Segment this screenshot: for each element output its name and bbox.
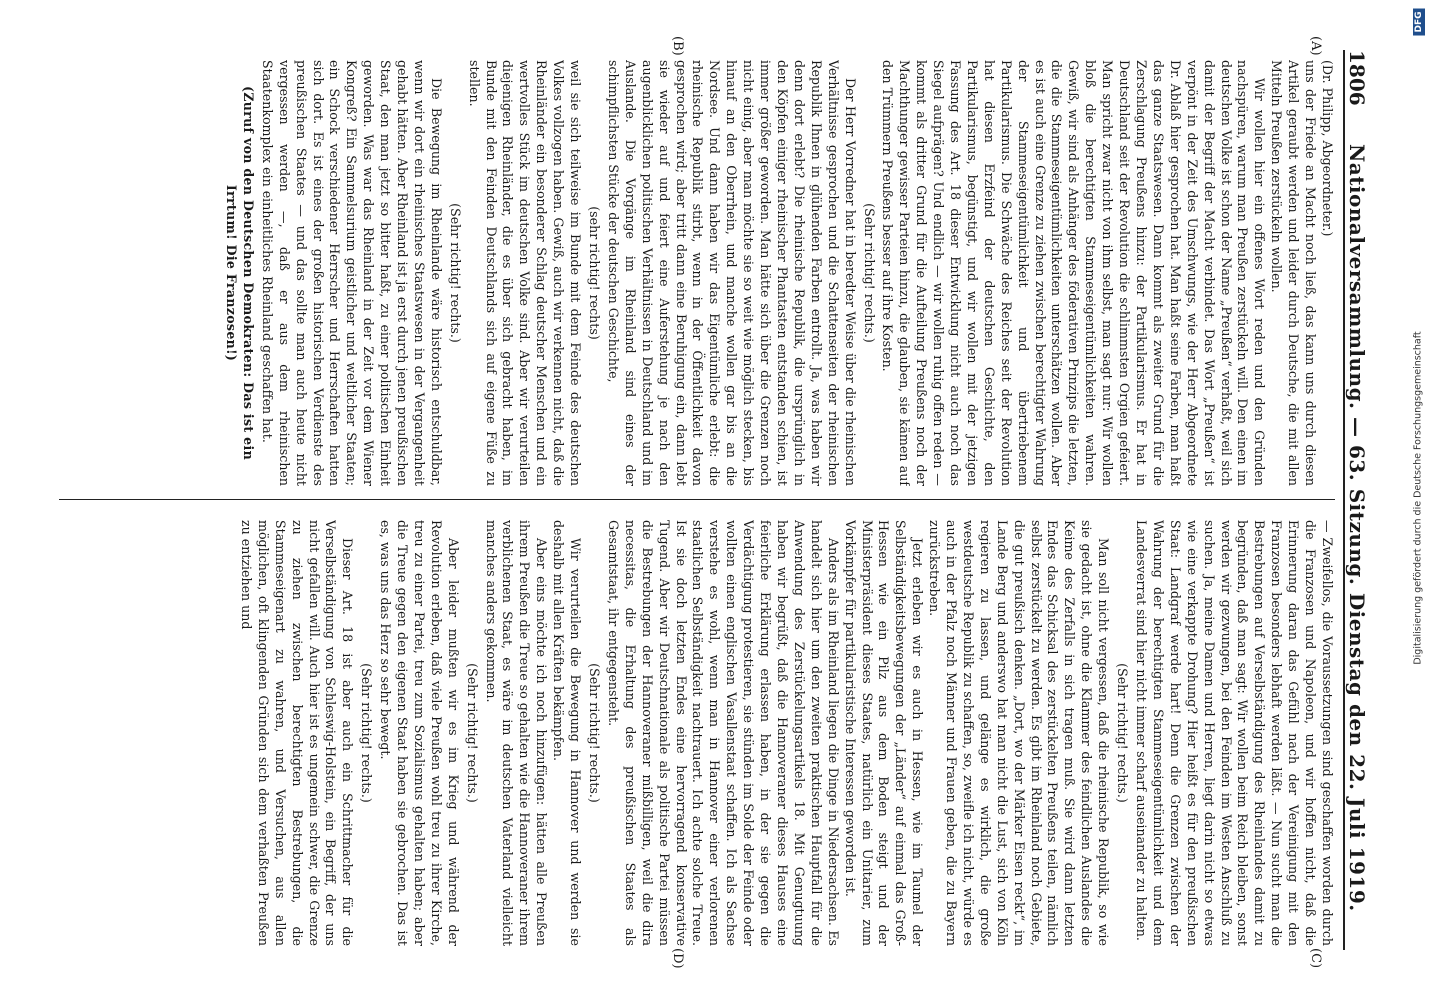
interjection: (Sehr richtig! rechts.) (359, 663, 375, 803)
interjection: (Sehr richtig! rechts.) (587, 663, 603, 803)
closing-interjection: (Zuruf von den Deutschen Demokraten: Das ist ein Irrtum! Die Franzosen!) (224, 85, 256, 461)
right-paragraph: Anders als im Rheinland liegen die Dinge in Niedersachsen. Es handelt sich hier um den zweiten praktischen Hauptfall für die Anwendung des Zerstückelungsartikels 18. Mit Genugtuung haben wir begrüßt, daß die Hannoveraner dieses Hauses eine feierliche Erklärung erlassen haben, in der sie gegen die Verdächtigung protestieren, sie stünden im Solde der Feinde oder wollten einen englischen Vasallenstaat schaffen. Ich als Sachse verstehe es wohl, wenn man in Hannover einer verlorenen staatlichen Selbständigkeit nachtrauert. Ich achte solche Treue. Ist sie doch letzten Endes eine hervorragend konservative Tugend. Aber wir Deutschnationale als politische Partei müssen die Bestrebungen der Hannoveraner mißbilligen, weil die dira necessitas, die Erhaltung des preußischen Staates als Gesamtstaat, ihr entgegensteht. (605, 520, 841, 946)
right-paragraph: Wir verurteilen die Bewegung in Hannover und werden sie deshalb mit allen Kräften bekämpfen. (551, 520, 584, 946)
dfg-logo-text: DFG (1413, 8, 1425, 35)
interjection: (Sehr richtig! rechts.) (861, 203, 877, 343)
right-column (59, 520, 1335, 946)
right-paragraph: Dieser Art. 18 ist aber auch ein Schrittmacher für die Verselbständigung von Schleswig-Holstein, ein Begriff, der uns nicht gefallen will. Auch hier ist es ungemein schwer, die Grenze zu ziehen zwischen berechtigten Bestrebungen, die Stammeseigenart zu wahren, und Versuchen, aus allen möglichen, oft klingenden Gründen sich dem verhaßten Preußen zu entziehen und (238, 520, 356, 946)
interjection: (sehr richtig! rechts) (587, 206, 603, 340)
interjection: (Sehr richtig! rechts.) (447, 203, 463, 343)
column-divider (59, 499, 1335, 500)
right-paragraph: Aber eins möchte ich noch hinzufügen: hätten alle Preußen ihrem Preußen die Treue so gehalten wie die Hannoveraner ihrem verblichenen Staat, es wäre im deutschen Vaterland vielleicht manches anders gekommen. (483, 520, 550, 946)
running-head (1343, 50, 1379, 950)
left-paragraph: Die Bewegung im Rheinlande wäre historisch entschuldbar, wenn wir dort ein rheinisches Staatswesen in der Vergangenheit gehabt hätten. Aber Rheinland ist ja erst durch jenen preußischen Staat, den man jetzt so bitter haßt, zu einer politischen Einheit geworden. Was war das Rheinland in der Zeit vor dem Wiener Kongreß? Ein Sammelsurium geistlicher und weltlicher Staaten; ein Schock verschiedener Herrscher und Herrschaften hatten sich dort. Es ist eines der großen historischen Verdienste des preußischen Staates — und das sollte man auch heute nicht vergessen werden —, daß er aus dem rheinischen Staatenkomplex ein einheitliches Rheinland geschaffen hat. (259, 60, 444, 486)
left-paragraph: Der Herr Vorredner hat in beredter Weise über die rheinischen Verhältnisse gesprochen und die Schattenseiten der rheinischen Republik Ihnen in glühenden Farben entrollt. Ja, was haben wir denn dort erlebt? Die rheinische Republik, die ursprünglich in den Köpfen einiger rheinischer Phantasten entstanden schien, ist immer größer geworden. Man hätte sich über die Grenzen noch nicht einig, aber man möchte sie so weit wie möglich stecken, bis hinauf an den Oberrhein, und manche wollen gar bis an die Nordsee. Und dann haben wir das Eigentümliche erlebt: die rheinische Republik stirbt, wenn in der Öffentlichkeit davon gesprochen wird; aber tritt dann eine Beruhigung ein, dann lebt sie wieder auf und feiert eine Auferstehung je nach den augenblicklichen politischen Verhältnissen in Deutschland und im Auslande. Die Vorgänge im Rheinland sind eines der schimpflichsten Stücke der deutschen Geschichte, (605, 60, 858, 486)
speaker-label: (Dr. Philipp, Abgeordneter.) (1320, 60, 1335, 237)
left-paragraph: uns der Friede an Macht noch ließ, das kann uns durch diesen Artikel geraubt werden und leider durch Deutsche, die mit allen Mitteln Preußen zerstückeln wollen. (1269, 60, 1319, 486)
left-paragraph: weil sie sich teilweise im Bunde mit dem Feinde des deutschen Volkes vollzogen haben. Gewiß, auch wir verkennen nicht, daß die Rheinländer ein besonderer Schlag deutscher Menschen und ein wertvolles Stück im deutschen Volke sind. Aber wir verurteilen diejenigen Rheinländer, die es über sich gebracht haben, im Bunde mit den Feinden Deutschlands sich auf eigene Füße zu stellen. (466, 60, 584, 486)
right-paragraph: Jetzt erleben wir es auch in Hessen, wie im Taumel der Selbständigkeitsbewegungen der „Länder“ auf einmal das Groß-Hessen wie ein Pilz aus dem Boden steigt und der Ministerpräsident dieses Staates, natürlich ein Unitarier, zum Vorkämpfer für partikularistische Interessen geworden ist. (842, 520, 926, 946)
right-paragraph: Aber leider mußten wir es im Krieg und während der Revolution erleben, daß viele Preußen wohl treu zu ihrer Kirche, treu zu einer Partei, treu zum Sozialismus gehalten haben; aber die Treue gegen den eigenen Staat haben sie gebrochen. Das ist es, was uns das Herz so sehr bewegt. (378, 520, 461, 946)
margin-marker-c: (C) (1308, 948, 1323, 969)
left-paragraph: Wir wollen hier ein offenes Wort reden und den Gründen nachspüren, warum man Preußen zerstückeln will. Den einen im deutschen Volke ist schon der Name „Preußen“ verhaßt, weil sich damit der Begriff der Macht verbindet. Das Wort „Preußen“ ist verpönt in der Zeit des Umschwungs, wie der Herr Abgeordnete Dr. Ablaß hier gesprochen hat. Man haßt seine Farben, man haßt das ganze Staatswesen. Dann kommt als zweiter Grund für die Zerschlagung Preußens hinzu: der Partikularismus. Er hat in Deutschland seit der Revolution die schlimmsten Orgien gefeiert. Man spricht zwar nicht von ihm selbst, man sagt nur: Wir wollen bloß die berechtigten Stammeseigentümlichkeiten wahren. Gewiß, wir sind als Anhänger des föderativen Prinzips die letzten, die die Stammeseigentümlichkeiten unterschätzen wollen. Aber es ist auch eine Grenze zu ziehen zwischen berechtigter Wahrung der Stammeseigentümlichkeit und übertriebenem Partikularismus. Die Schwäche des Reiches seit der Revolution hat diesen Erzfeind der deutschen Geschichte, den Partikularismus, begünstigt, und wir wollen mit der jetzigen Fassung des Art. 18 dieser Entwicklung nicht auch noch das Siegel aufprägen? Und endlich — wir wollen ruhig offen reden — kommt als dritter Grund für die Aufteilung Preußens noch der Machthunger gewisser Parteien hinzu, die glauben, sie kämen auf den Trümmern Preußens besser auf ihre Kosten. (880, 60, 1268, 486)
page-title: Nationalversammlung. — 63. Sitzung. Dienstag den 22. Juli 1919. (1345, 143, 1369, 912)
page-number: 1806 (1345, 50, 1369, 106)
margin-marker-d: (D) (670, 948, 685, 969)
margin-marker-b: (B) (670, 36, 685, 56)
interjection: (Sehr richtig! rechts.) (464, 663, 480, 803)
left-column (59, 60, 1335, 486)
margin-marker-a: (A) (1308, 36, 1323, 56)
digitization-note (1404, 8, 1432, 988)
digitization-note-text: Digitalisierung gefördert durch die Deutsche Forschungsgemeinschaft (1412, 331, 1424, 665)
dfg-logo (1408, 10, 1430, 34)
rotated-page (45, 30, 1385, 970)
right-paragraph: — Zweifellos, die Voraussetzungen sind geschaffen worden durch die Franzosen und Napoleon, und wir hoffen nicht, daß die Erinnerung daran das Gefühl nach der Vereinigung mit den Franzosen besonders lebhaft werden läßt. — Nun sucht man die Bestrebungen auf Verselbständigung des Rheinlandes damit zu begründen, daß man sagt: Wir wollen beim Reich bleiben, sonst werden wir gezwungen, bei den Feinden im Westen Anschluß zu suchen. Ja, meine Damen und Herren, liegt darin nicht so etwas wie eine verkappte Drohung? Hier heißt es für den preußischen Staat: Landgraf werde hart! Denn die Grenzen zwischen der Wahrung der berechtigten Stammeseigentümlichkeit und dem Landesverrat sind hier nicht immer scharf auseinander zu halten. (1134, 520, 1335, 946)
interjection: (Sehr richtig! rechts.) (1115, 663, 1131, 803)
right-paragraph: Man soll nicht vergessen, daß die rheinische Republik, so wie sie gedacht ist, ohne die Klammer des feindlichen Auslandes die Keime des Zerfalls in sich tragen muß. Sie wird dann letzten Endes das Schicksal des zerstückelten Preußens teilen, nämlich selbst zerstückelt zu werden. Es gibt im Rheinland noch Gebiete, die gut preußisch denken. „Dort, wo der Märker Eisen reckt“, im Lande Berg und anderswo hat man nicht die Lust, sich von Köln regieren zu lassen, und gelänge es wirklich, die große westdeutsche Republik zu schaffen, so, zweifle ich nicht, würde es auch in der Pfalz noch Männer und Frauen geben, die zu Bayern zurückstreben. (927, 520, 1112, 946)
